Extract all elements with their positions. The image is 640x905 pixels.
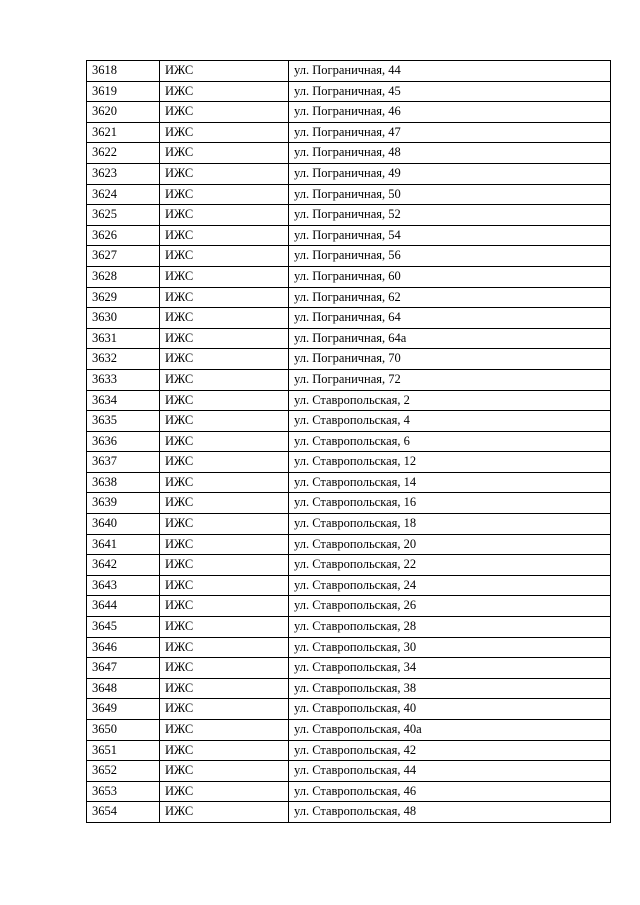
row-number-cell: 3627 bbox=[87, 246, 160, 267]
object-type-cell: ИЖС bbox=[160, 678, 289, 699]
table-row bbox=[87, 349, 611, 370]
address-table bbox=[86, 60, 611, 823]
address-cell: ул. Ставропольская, 30 bbox=[289, 637, 611, 658]
address-cell: ул. Пограничная, 46 bbox=[289, 102, 611, 123]
row-number-cell: 3619 bbox=[87, 81, 160, 102]
object-type-cell: ИЖС bbox=[160, 328, 289, 349]
table-row bbox=[87, 369, 611, 390]
object-type-cell: ИЖС bbox=[160, 184, 289, 205]
object-type-cell: ИЖС bbox=[160, 287, 289, 308]
address-cell: ул. Ставропольская, 26 bbox=[289, 596, 611, 617]
table-row bbox=[87, 637, 611, 658]
table-row bbox=[87, 658, 611, 679]
address-cell: ул. Пограничная, 64 bbox=[289, 308, 611, 329]
table-row bbox=[87, 514, 611, 535]
table-row bbox=[87, 328, 611, 349]
object-type-cell: ИЖС bbox=[160, 781, 289, 802]
row-number-cell: 3621 bbox=[87, 122, 160, 143]
address-cell: ул. Ставропольская, 16 bbox=[289, 493, 611, 514]
table-row bbox=[87, 266, 611, 287]
address-cell: ул. Ставропольская, 48 bbox=[289, 802, 611, 823]
address-cell: ул. Ставропольская, 44 bbox=[289, 761, 611, 782]
table-row bbox=[87, 431, 611, 452]
row-number-cell: 3631 bbox=[87, 328, 160, 349]
row-number-cell: 3635 bbox=[87, 411, 160, 432]
row-number-cell: 3640 bbox=[87, 514, 160, 535]
object-type-cell: ИЖС bbox=[160, 452, 289, 473]
row-number-cell: 3624 bbox=[87, 184, 160, 205]
address-cell: ул. Пограничная, 45 bbox=[289, 81, 611, 102]
row-number-cell: 3623 bbox=[87, 163, 160, 184]
table-row bbox=[87, 122, 611, 143]
object-type-cell: ИЖС bbox=[160, 555, 289, 576]
object-type-cell: ИЖС bbox=[160, 534, 289, 555]
row-number-cell: 3625 bbox=[87, 205, 160, 226]
address-cell: ул. Ставропольская, 6 bbox=[289, 431, 611, 452]
row-number-cell: 3633 bbox=[87, 369, 160, 390]
address-cell: ул. Пограничная, 54 bbox=[289, 225, 611, 246]
object-type-cell: ИЖС bbox=[160, 308, 289, 329]
row-number-cell: 3652 bbox=[87, 761, 160, 782]
object-type-cell: ИЖС bbox=[160, 122, 289, 143]
object-type-cell: ИЖС bbox=[160, 493, 289, 514]
object-type-cell: ИЖС bbox=[160, 205, 289, 226]
row-number-cell: 3651 bbox=[87, 740, 160, 761]
table-row bbox=[87, 308, 611, 329]
row-number-cell: 3639 bbox=[87, 493, 160, 514]
address-cell: ул. Пограничная, 50 bbox=[289, 184, 611, 205]
address-cell: ул. Ставропольская, 38 bbox=[289, 678, 611, 699]
address-cell: ул. Ставропольская, 12 bbox=[289, 452, 611, 473]
object-type-cell: ИЖС bbox=[160, 390, 289, 411]
address-cell: ул. Ставропольская, 20 bbox=[289, 534, 611, 555]
table-row bbox=[87, 781, 611, 802]
object-type-cell: ИЖС bbox=[160, 266, 289, 287]
row-number-cell: 3628 bbox=[87, 266, 160, 287]
address-cell: ул. Ставропольская, 22 bbox=[289, 555, 611, 576]
object-type-cell: ИЖС bbox=[160, 617, 289, 638]
row-number-cell: 3649 bbox=[87, 699, 160, 720]
object-type-cell: ИЖС bbox=[160, 514, 289, 535]
address-cell: ул. Ставропольская, 2 bbox=[289, 390, 611, 411]
row-number-cell: 3641 bbox=[87, 534, 160, 555]
table-row bbox=[87, 534, 611, 555]
row-number-cell: 3646 bbox=[87, 637, 160, 658]
table-row bbox=[87, 411, 611, 432]
table-row bbox=[87, 575, 611, 596]
address-cell: ул. Ставропольская, 24 bbox=[289, 575, 611, 596]
address-cell: ул. Ставропольская, 40 bbox=[289, 699, 611, 720]
table-row bbox=[87, 740, 611, 761]
object-type-cell: ИЖС bbox=[160, 431, 289, 452]
address-cell: ул. Пограничная, 48 bbox=[289, 143, 611, 164]
address-cell: ул. Ставропольская, 4 bbox=[289, 411, 611, 432]
table-row bbox=[87, 81, 611, 102]
address-cell: ул. Пограничная, 62 bbox=[289, 287, 611, 308]
address-cell: ул. Пограничная, 70 bbox=[289, 349, 611, 370]
row-number-cell: 3647 bbox=[87, 658, 160, 679]
row-number-cell: 3648 bbox=[87, 678, 160, 699]
row-number-cell: 3650 bbox=[87, 720, 160, 741]
address-cell: ул. Пограничная, 60 bbox=[289, 266, 611, 287]
row-number-cell: 3629 bbox=[87, 287, 160, 308]
object-type-cell: ИЖС bbox=[160, 246, 289, 267]
object-type-cell: ИЖС bbox=[160, 720, 289, 741]
object-type-cell: ИЖС bbox=[160, 143, 289, 164]
address-cell: ул. Пограничная, 72 bbox=[289, 369, 611, 390]
row-number-cell: 3632 bbox=[87, 349, 160, 370]
table-row bbox=[87, 617, 611, 638]
table-row bbox=[87, 761, 611, 782]
table-row bbox=[87, 493, 611, 514]
row-number-cell: 3638 bbox=[87, 472, 160, 493]
object-type-cell: ИЖС bbox=[160, 637, 289, 658]
address-table-body bbox=[87, 61, 611, 823]
row-number-cell: 3630 bbox=[87, 308, 160, 329]
row-number-cell: 3622 bbox=[87, 143, 160, 164]
address-cell: ул. Пограничная, 56 bbox=[289, 246, 611, 267]
object-type-cell: ИЖС bbox=[160, 411, 289, 432]
table-row bbox=[87, 163, 611, 184]
row-number-cell: 3618 bbox=[87, 61, 160, 82]
address-cell: ул. Ставропольская, 46 bbox=[289, 781, 611, 802]
address-cell: ул. Ставропольская, 14 bbox=[289, 472, 611, 493]
table-row bbox=[87, 596, 611, 617]
table-row bbox=[87, 143, 611, 164]
table-row bbox=[87, 205, 611, 226]
address-cell: ул. Ставропольская, 18 bbox=[289, 514, 611, 535]
row-number-cell: 3620 bbox=[87, 102, 160, 123]
object-type-cell: ИЖС bbox=[160, 575, 289, 596]
object-type-cell: ИЖС bbox=[160, 61, 289, 82]
address-cell: ул. Ставропольская, 28 bbox=[289, 617, 611, 638]
address-cell: ул. Ставропольская, 42 bbox=[289, 740, 611, 761]
row-number-cell: 3654 bbox=[87, 802, 160, 823]
address-cell: ул. Пограничная, 64а bbox=[289, 328, 611, 349]
address-cell: ул. Пограничная, 47 bbox=[289, 122, 611, 143]
table-row bbox=[87, 472, 611, 493]
table-row bbox=[87, 287, 611, 308]
object-type-cell: ИЖС bbox=[160, 163, 289, 184]
row-number-cell: 3637 bbox=[87, 452, 160, 473]
table-row bbox=[87, 184, 611, 205]
table-row bbox=[87, 802, 611, 823]
row-number-cell: 3644 bbox=[87, 596, 160, 617]
object-type-cell: ИЖС bbox=[160, 81, 289, 102]
object-type-cell: ИЖС bbox=[160, 658, 289, 679]
address-cell: ул. Пограничная, 49 bbox=[289, 163, 611, 184]
object-type-cell: ИЖС bbox=[160, 740, 289, 761]
row-number-cell: 3636 bbox=[87, 431, 160, 452]
address-cell: ул. Ставропольская, 34 bbox=[289, 658, 611, 679]
object-type-cell: ИЖС bbox=[160, 802, 289, 823]
table-row bbox=[87, 555, 611, 576]
row-number-cell: 3634 bbox=[87, 390, 160, 411]
table-row bbox=[87, 225, 611, 246]
object-type-cell: ИЖС bbox=[160, 699, 289, 720]
table-row bbox=[87, 390, 611, 411]
object-type-cell: ИЖС bbox=[160, 225, 289, 246]
object-type-cell: ИЖС bbox=[160, 369, 289, 390]
table-row bbox=[87, 720, 611, 741]
row-number-cell: 3642 bbox=[87, 555, 160, 576]
table-row bbox=[87, 102, 611, 123]
table-row bbox=[87, 699, 611, 720]
table-row bbox=[87, 246, 611, 267]
address-cell: ул. Ставропольская, 40а bbox=[289, 720, 611, 741]
address-cell: ул. Пограничная, 52 bbox=[289, 205, 611, 226]
object-type-cell: ИЖС bbox=[160, 349, 289, 370]
row-number-cell: 3645 bbox=[87, 617, 160, 638]
object-type-cell: ИЖС bbox=[160, 102, 289, 123]
object-type-cell: ИЖС bbox=[160, 472, 289, 493]
row-number-cell: 3653 bbox=[87, 781, 160, 802]
address-cell: ул. Пограничная, 44 bbox=[289, 61, 611, 82]
object-type-cell: ИЖС bbox=[160, 596, 289, 617]
table-row bbox=[87, 678, 611, 699]
table-row bbox=[87, 452, 611, 473]
document-page bbox=[86, 60, 611, 823]
object-type-cell: ИЖС bbox=[160, 761, 289, 782]
table-row bbox=[87, 61, 611, 82]
row-number-cell: 3626 bbox=[87, 225, 160, 246]
row-number-cell: 3643 bbox=[87, 575, 160, 596]
